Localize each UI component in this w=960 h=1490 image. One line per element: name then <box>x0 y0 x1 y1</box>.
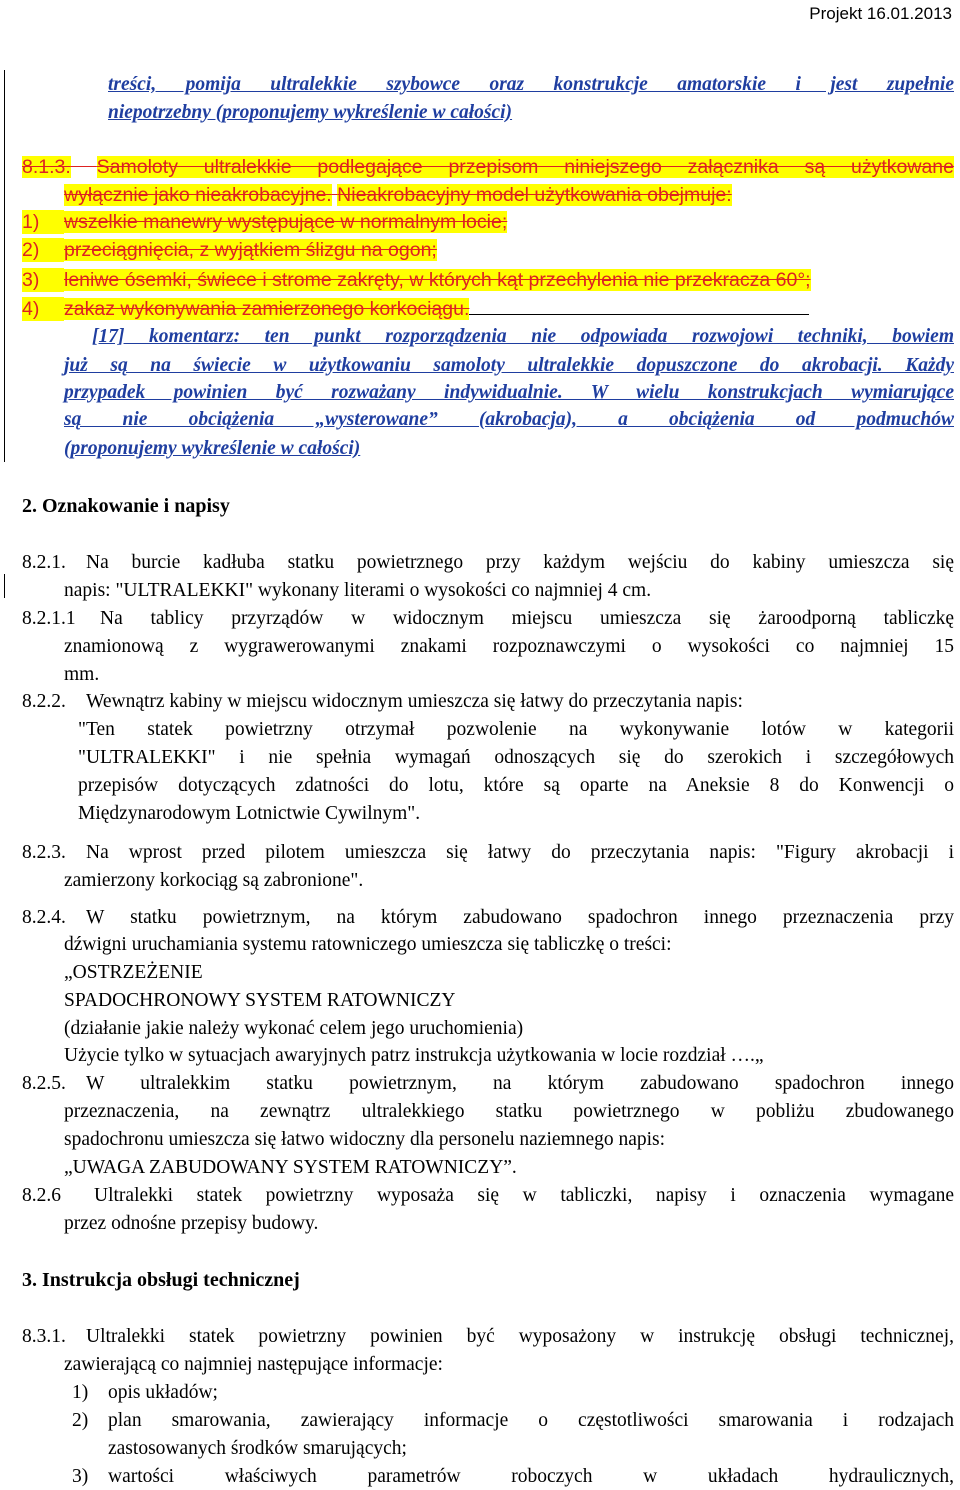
plate-text: Użycie tylko w sytuacjach awaryjnych patrz instrukcja użytkowania w locie rozdział ….„ <box>64 1045 764 1066</box>
para-text: Wewnątrz kabiny w miejscu widocznym umieszcza się łatwy do przeczytania napis: <box>86 691 743 712</box>
list-item: wartości właściwych parametrów roboczych w układach hydraulicznych, <box>108 1466 954 1487</box>
list-number: 2) <box>72 1410 89 1431</box>
section-heading: 3. Instrukcja obsługi technicznej <box>22 1269 300 1291</box>
para-text: Ultralekki statek powietrzny powinien być wyposażony w instrukcję obsługi technicznej, <box>86 1326 954 1347</box>
para-number: 8.2.1.1 <box>22 608 76 629</box>
list-item: plan smarowania, zawierający informacje o częstotliwości smarowania i rodzajach <box>108 1410 954 1431</box>
para-text: Na burcie kadłuba statku powietrznego przy każdym wejściu do kabiny umieszcza się <box>86 552 954 573</box>
para-text: spadochronu umieszcza się łatwo widoczny dla personelu naziemnego napis: <box>64 1129 666 1150</box>
para-text: Na tablicy przyrządów w widocznym miejscu umieszcza się żaroodporną tabliczkę <box>100 608 954 629</box>
quote-text: "Ten statek powietrzny otrzymał pozwolenie na wykonywanie lotów w kategorii <box>78 719 954 740</box>
quote-text: "ULTRALEKKI" i nie spełnia wymagań odnoszących się do szerokich i szczegółowych <box>78 747 954 768</box>
comment-line: przypadek powinien być rozważany indywidualnie. W wielu konstrukcjach wymiarujące <box>64 382 954 403</box>
para-number: 8.3.1. <box>22 1326 66 1347</box>
list-item: zastosowanych środków smarujących; <box>108 1438 407 1459</box>
struck-paragraph: wyłącznie jako nieakrobacyjne. Nieakrobacyjny model użytkowania obejmuje: <box>64 184 732 206</box>
struck-list-item: 2) przeciągnięcia, z wyjątkiem ślizgu na ogon; <box>22 239 437 261</box>
list-number: 1) <box>72 1382 89 1403</box>
para-text: zawierającą co najmniej następujące informacje: <box>64 1354 443 1375</box>
para-text: W statku powietrznym, na którym zabudowano spadochron innego przeznaczenia przy <box>86 907 954 928</box>
para-text: znamionową z wygrawerowanymi znakami rozpoznawczymi o wysokości co najmniej 15 <box>64 636 954 657</box>
para-number: 8.2.5. <box>22 1073 66 1094</box>
para-text: „UWAGA ZABUDOWANY SYSTEM RATOWNICZY”. <box>64 1157 517 1178</box>
para-text: dźwigni uruchamiania systemu ratowniczego umieszcza się tabliczkę o treści: <box>64 934 672 955</box>
para-text: przeznaczenia, na zewnątrz ultralekkiego statku powietrznego w pobliżu zbudowanego <box>64 1101 954 1122</box>
comment-line: [17] komentarz: ten punkt rozporządzenia nie odpowiada rozwojowi techniki, bowiem <box>92 326 954 347</box>
comment-line: (proponujemy wykreślenie w całości) <box>64 438 361 459</box>
comment-line: treści, pomija ultralekkie szybowce oraz konstrukcje amatorskie i jest zupełnie <box>108 74 954 95</box>
struck-list-item: 1) wszelkie manewry występujące w normalnym locie; <box>22 211 508 233</box>
plate-text: (działanie jakie należy wykonać celem jego uruchomienia) <box>64 1018 524 1039</box>
para-text: napis: "ULTRALEKKI" wykonany literami o wysokości co najmniej 4 cm. <box>64 580 652 601</box>
para-text: Ultralekki statek powietrzny wyposaża się w tabliczki, napisy i oznaczenia wymagane <box>94 1185 954 1206</box>
list-number: 3) <box>72 1466 89 1487</box>
quote-text: Międzynarodowym Lotnictwie Cywilnym". <box>78 803 421 824</box>
plate-text: SPADOCHRONOWY SYSTEM RATOWNICZY <box>64 990 456 1011</box>
para-number: 8.2.3. <box>22 842 66 863</box>
para-text: przez odnośne przepisy budowy. <box>64 1213 319 1234</box>
para-number: 8.2.2. <box>22 691 66 712</box>
page-header: Projekt 16.01.2013 <box>809 4 952 23</box>
change-bar-2 <box>4 574 5 598</box>
para-number: 8.2.4. <box>22 907 66 928</box>
para-text: W ultralekkim statku powietrznym, na którym zabudowano spadochron innego <box>86 1073 954 1094</box>
comment-line: są nie obciążenia „wysterowane” (akrobacja), a obciążenia od podmuchów <box>64 409 954 430</box>
section-heading: 2. Oznakowanie i napisy <box>22 495 230 517</box>
quote-text: przepisów dotyczących zdatności do lotu, które są oparte na Aneksie 8 do Konwencji o <box>78 775 954 796</box>
para-number: 8.2.6 <box>22 1185 61 1206</box>
change-bar <box>4 70 5 462</box>
para-number: 8.2.1. <box>22 552 66 573</box>
comment-line: niepotrzebny (proponujemy wykreślenie w całości) <box>108 102 513 123</box>
para-text: mm. <box>64 664 100 685</box>
para-text: zamierzony korkociąg są zabronione". <box>64 870 364 891</box>
struck-list-item: 3) leniwe ósemki, świece i strome zakręty, w których kąt przechylenia nie przekracza 60°; <box>22 269 811 291</box>
struck-list-item: 4) zakaz wykonywania zamierzonego korkociągu. <box>22 296 809 321</box>
plate-text: „OSTRZEŻENIE <box>64 962 203 983</box>
list-item: opis układów; <box>108 1382 218 1403</box>
comment-line: już są na świecie w użytkowaniu samoloty ultralekkie dopuszczone do akrobacji. Każdy <box>64 355 954 376</box>
struck-paragraph: 8.1.3. Samoloty ultralekkie podlegające przepisom niniejszego załącznika są użytkowane <box>22 156 954 178</box>
para-text: Na wprost przed pilotem umieszcza się łatwy do przeczytania napis: "Figury akrobacji i <box>86 842 954 863</box>
